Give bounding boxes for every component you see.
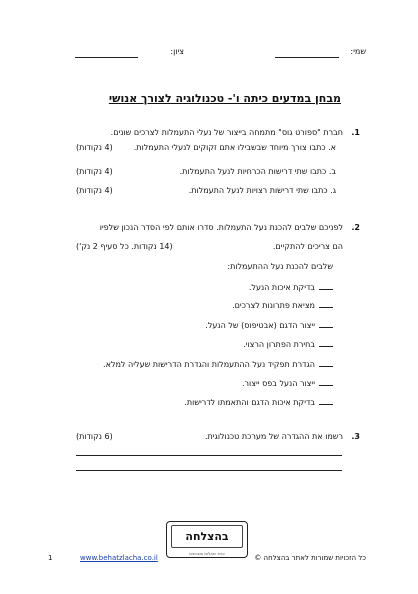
- q3-answer-line[interactable]: [76, 470, 342, 471]
- q2-steps-title: שלבים להכנת נעל ההתעמלות:: [227, 262, 333, 271]
- behatzlacha-logo: [166, 521, 248, 558]
- q2-step: [232, 300, 333, 310]
- page-title: מבחן במדעים כיתה ו'- טכנולוגיה לצורך אנושי: [108, 92, 341, 105]
- q1-text: חברת "ספורט גוס" מתמחה בייצור של נעלי התעמלות לצרכים שונים.: [110, 128, 343, 137]
- q3-points: (6 נקודות): [76, 432, 113, 441]
- logo-subtitle: אתר שאלות ומבחנים: [189, 551, 225, 556]
- q2-step: [103, 359, 333, 369]
- page-number: 1: [48, 554, 53, 562]
- answer-blank[interactable]: [319, 397, 333, 405]
- q2-number: 2.: [351, 223, 360, 232]
- q1-item-b: ב. כתבו שתי דרישות הכרחיות לנעל התעמלות.: [179, 167, 336, 176]
- q1-number: 1.: [351, 128, 360, 137]
- answer-blank[interactable]: [319, 300, 333, 308]
- q2-step: [243, 339, 333, 349]
- q2-text: לפניכם שלבים להכנת נעל התעמלות. סדרו אותם לפי הסדר הנכון שלפיו: [99, 223, 343, 232]
- grade-field-line[interactable]: [75, 57, 138, 58]
- q1-item-c: ג. כתבו שתי דרישות רצויות לנעל התעמלות.: [188, 186, 336, 195]
- q3-text: רשמו את ההגדרה של מערכת טכנולוגית.: [204, 432, 343, 441]
- q1-item-c-points: (4 נקודות): [76, 186, 113, 195]
- q3-number: 3.: [351, 432, 360, 441]
- q3-answer-line[interactable]: [76, 455, 342, 456]
- answer-blank[interactable]: [319, 339, 333, 347]
- grade-label: ציון:: [170, 47, 184, 56]
- step-text: ייצור הנעל בפס ייצור.: [241, 379, 315, 388]
- step-text: ייצור הדגם (אבטיפוס) של הנעל.: [205, 321, 315, 330]
- q2-step: [242, 378, 333, 388]
- answer-blank[interactable]: [319, 320, 333, 328]
- step-text: בדיקת איכות הנעל.: [248, 283, 315, 292]
- name-field-line[interactable]: [275, 57, 339, 58]
- step-text: הגדרת תפקיד נעל ההתעמלות והגדרת הדרישות שעליה למלא.: [103, 360, 315, 369]
- q2-text-continued: הם צריכים להתקיים.: [272, 242, 343, 251]
- q2-points: (14 נקודות. כל סעיף 2 נק'): [76, 242, 173, 251]
- logo-text: בהצלחה: [171, 525, 243, 548]
- answer-blank[interactable]: [319, 378, 333, 386]
- answer-blank[interactable]: [319, 282, 333, 290]
- q2-step: [184, 397, 333, 407]
- step-text: מציאת פתרונות לצרכים.: [232, 301, 315, 310]
- step-text: בדיקת איכות הדגם והתאמתו לדרישות.: [184, 398, 315, 407]
- q1-item-b-points: (4 נקודות): [76, 167, 113, 176]
- q1-item-a: א. כתבו צורך מיוחד שבשבילו אתם זקוקים לנעלי התעמלות.: [133, 143, 336, 152]
- q2-step: [205, 320, 333, 330]
- q2-step: [249, 282, 333, 292]
- name-label: שמי:: [350, 47, 366, 56]
- answer-blank[interactable]: [319, 359, 333, 367]
- site-link[interactable]: www.behatzlacha.co.il: [80, 554, 158, 562]
- copyright-text: כל הזכויות שמורות לאתר בהצלחה ©: [254, 554, 366, 562]
- q1-item-a-points: (4 נקודות): [76, 143, 113, 152]
- step-text: בחירת הפתרון הרצוי.: [243, 340, 315, 349]
